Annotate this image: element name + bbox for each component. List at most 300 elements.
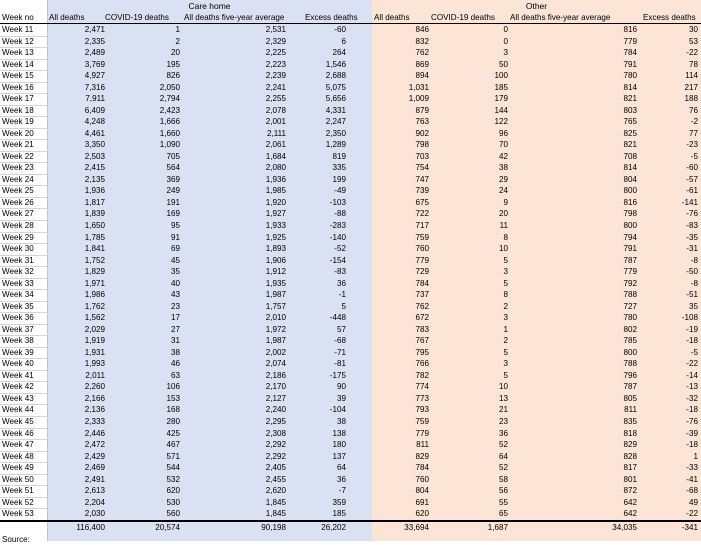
cell-other-excess-deaths: -18 [686, 405, 698, 415]
cell-week-no: Week 16 [2, 82, 34, 92]
cell-care-covid-deaths: 571 [166, 451, 180, 461]
cell-other-covid-deaths: 9 [503, 197, 508, 207]
cell-other-covid-deaths: 179 [494, 94, 508, 104]
cell-care-all-deaths: 2,136 [84, 405, 105, 415]
cell-care-excess-deaths: -52 [334, 244, 346, 254]
cell-care-excess-deaths: -1 [338, 290, 346, 300]
cell-other-all-deaths: 717 [415, 221, 429, 230]
cell-week-no: Week 42 [2, 382, 34, 392]
cell-care-covid-deaths: 560 [166, 509, 180, 519]
cell-care-covid-deaths: 191 [166, 197, 180, 207]
cell-care-all-deaths: 2,260 [84, 382, 105, 392]
cell-week-no: Week 15 [2, 71, 34, 81]
cell-other-covid-deaths: 144 [494, 105, 508, 115]
cell-care-five-year-average: 2,010 [265, 313, 286, 323]
cell-other-all-deaths: 620 [415, 509, 429, 519]
cell-care-excess-deaths: 180 [332, 440, 346, 450]
cell-care-excess-deaths: 264 [332, 48, 346, 58]
cell-other-five-year-average: 805 [623, 393, 637, 403]
cell-care-covid-deaths: 91 [170, 232, 180, 242]
cell-care-five-year-average: 1,912 [265, 267, 286, 277]
cell-other-all-deaths: 691 [415, 497, 429, 507]
cell-other-all-deaths: 672 [415, 313, 429, 323]
cell-care-excess-deaths: 2,247 [325, 117, 346, 127]
cell-care-covid-deaths: 705 [166, 151, 180, 161]
cell-other-excess-deaths: -61 [686, 186, 698, 196]
cell-care-excess-deaths: 819 [332, 151, 346, 161]
header-other-excess-deaths: Excess deaths [643, 13, 696, 22]
cell-care-all-deaths: 3,769 [84, 59, 105, 69]
cell-care-covid-deaths: 27 [170, 324, 180, 334]
cell-other-all-deaths: 795 [415, 347, 429, 357]
cell-care-five-year-average: 2,002 [265, 347, 286, 357]
cell-week-no: Week 40 [2, 359, 34, 369]
cell-care-all-deaths: 2,333 [84, 417, 105, 427]
cell-other-excess-deaths: 77 [688, 128, 698, 138]
table-row [0, 185, 701, 197]
cell-care-covid-deaths: 2 [175, 36, 180, 46]
cell-other-all-deaths: 779 [415, 428, 429, 438]
cell-other-covid-deaths: 5 [503, 347, 508, 357]
cell-week-no: Week 28 [2, 221, 34, 230]
cell-care-five-year-average: 1,936 [265, 174, 286, 184]
cell-other-all-deaths: 902 [415, 128, 429, 138]
table-row [0, 266, 701, 278]
cell-other-covid-deaths: 70 [498, 140, 508, 150]
cell-other-excess-deaths: -68 [686, 486, 698, 496]
cell-care-all-deaths: 1,785 [84, 232, 105, 242]
cell-care-all-deaths: 2,613 [84, 486, 105, 496]
cell-other-covid-deaths: 64 [498, 451, 508, 461]
cell-other-all-deaths: 760 [415, 244, 429, 254]
cell-other-excess-deaths: -2 [690, 117, 698, 127]
cell-other-excess-deaths: -83 [686, 221, 698, 230]
table-row [0, 93, 701, 105]
cell-other-excess-deaths: -57 [686, 174, 698, 184]
cell-care-five-year-average: 2,455 [265, 474, 286, 484]
cell-other-five-year-average: 794 [623, 232, 637, 242]
cell-other-five-year-average: 816 [623, 25, 637, 34]
cell-care-all-deaths: 1,986 [84, 290, 105, 300]
cell-other-all-deaths: 722 [415, 209, 429, 219]
table-row [0, 151, 701, 163]
header-week-no: Week no [2, 13, 34, 22]
column-header-row [0, 12, 701, 24]
cell-care-five-year-average: 1,935 [265, 278, 286, 288]
cell-other-covid-deaths: 23 [498, 417, 508, 427]
cell-care-covid-deaths: 1,090 [159, 140, 180, 150]
cell-other-covid-deaths: 36 [498, 428, 508, 438]
cell-other-covid-deaths: 1 [503, 324, 508, 334]
cell-other-covid-deaths: 8 [503, 290, 508, 300]
cell-other-excess-deaths: -35 [686, 232, 698, 242]
cell-care-five-year-average: 2,061 [265, 140, 286, 150]
group-header-other: Other [525, 1, 548, 11]
cell-care-five-year-average: 2,531 [265, 25, 286, 34]
cell-care-all-deaths: 7,911 [85, 94, 105, 104]
table-row [0, 358, 701, 370]
cell-care-covid-deaths: 2,050 [159, 82, 180, 92]
cell-other-five-year-average: 802 [623, 324, 637, 334]
cell-care-excess-deaths: 335 [332, 163, 346, 173]
cell-other-five-year-average: 796 [623, 370, 637, 380]
cell-care-all-deaths: 1,971 [84, 278, 105, 288]
cell-care-excess-deaths: -71 [334, 347, 346, 357]
cell-other-five-year-average: 835 [623, 417, 637, 427]
cell-other-five-year-average: 788 [623, 359, 637, 369]
cell-care-all-deaths: 4,461 [84, 128, 105, 138]
totals-row [0, 522, 701, 534]
cell-other-covid-deaths: 0 [503, 25, 508, 34]
cell-care-covid-deaths: 20 [170, 48, 180, 58]
cell-other-five-year-average: 787 [623, 382, 637, 392]
cell-care-five-year-average: 2,001 [265, 117, 286, 127]
cell-week-no: Week 51 [2, 486, 34, 496]
cell-care-excess-deaths: 36 [336, 474, 346, 484]
cell-other-all-deaths: 762 [415, 301, 429, 311]
header-other-all-deaths: All deaths [374, 13, 410, 22]
cell-care-excess-deaths: 2,350 [325, 128, 346, 138]
cell-care-five-year-average: 2,186 [265, 370, 286, 380]
cell-care-covid-deaths: 23 [170, 301, 180, 311]
cell-care-five-year-average: 1,684 [265, 151, 286, 161]
cell-week-no: Week 36 [2, 313, 34, 323]
cell-other-covid-deaths: 3 [503, 313, 508, 323]
cell-care-covid-deaths: 249 [166, 186, 180, 196]
cell-care-five-year-average: 1,933 [265, 221, 286, 230]
cell-care-all-deaths: 7,316 [84, 82, 105, 92]
table-row [0, 174, 701, 186]
cell-care-five-year-average: 2,127 [265, 393, 286, 403]
cell-other-five-year-average: 780 [623, 71, 637, 81]
table-row [0, 335, 701, 347]
cell-care-all-deaths: 1,931 [84, 347, 105, 357]
cell-care-all-deaths: 2,204 [84, 497, 105, 507]
cell-care-all-deaths: 1,762 [84, 301, 105, 311]
cell-care-excess-deaths: -81 [334, 359, 346, 369]
cell-other-all-deaths: 798 [415, 140, 429, 150]
cell-other-all-deaths: 894 [415, 71, 429, 81]
cell-other-excess-deaths: -22 [686, 359, 698, 369]
cell-week-no: Week 43 [2, 393, 34, 403]
cell-week-no: Week 27 [2, 209, 34, 219]
cell-other-excess-deaths: 188 [684, 94, 698, 104]
cell-care-covid-deaths: 1,666 [159, 117, 180, 127]
cell-care-all-deaths: 2,472 [84, 440, 105, 450]
cell-other-five-year-average: 642 [623, 497, 637, 507]
cell-care-covid-deaths: 2,423 [159, 105, 180, 115]
cell-other-all-deaths: 729 [415, 267, 429, 277]
cell-other-excess-deaths: -76 [686, 209, 698, 219]
cell-other-covid-deaths: 5 [503, 255, 508, 265]
cell-other-all-deaths: 754 [415, 163, 429, 173]
cell-other-excess-deaths: 30 [688, 25, 698, 34]
cell-other-all-deaths: 766 [415, 359, 429, 369]
cell-care-all-deaths: 1,650 [84, 221, 105, 230]
cell-care-covid-deaths: 467 [166, 440, 180, 450]
table-row [0, 208, 701, 220]
cell-other-five-year-average: 642 [623, 509, 637, 519]
cell-week-no: Week 48 [2, 451, 34, 461]
header-other-covid-deaths: COVID-19 deaths [431, 13, 495, 22]
cell-other-covid-deaths: 185 [494, 82, 508, 92]
cell-care-five-year-average: 1,920 [265, 197, 286, 207]
cell-week-no: Week 31 [2, 255, 34, 265]
source-row [0, 534, 701, 545]
cell-care-five-year-average: 2,329 [265, 36, 286, 46]
cell-other-covid-deaths: 96 [498, 128, 508, 138]
cell-other-all-deaths: 793 [415, 405, 429, 415]
cell-other-covid-deaths: 3 [503, 267, 508, 277]
cell-care-excess-deaths: 185 [332, 509, 346, 519]
cell-care-five-year-average: 2,078 [265, 105, 286, 115]
cell-other-all-deaths: 675 [415, 197, 429, 207]
cell-other-covid-deaths: 55 [498, 497, 508, 507]
cell-other-excess-deaths: -41 [686, 474, 698, 484]
cell-care-all-deaths: 1,562 [84, 313, 105, 323]
cell-care-all-deaths: 3,350 [84, 140, 105, 150]
cell-care-excess-deaths: -154 [329, 255, 346, 265]
cell-other-covid-deaths: 21 [498, 405, 508, 415]
header-other-five-year-average: All deaths five-year average [510, 13, 611, 22]
cell-week-no: Week 46 [2, 428, 34, 438]
cell-week-no: Week 52 [2, 497, 34, 507]
cell-care-excess-deaths: 5 [341, 301, 346, 311]
cell-care-covid-deaths: 530 [166, 497, 180, 507]
cell-other-five-year-average: 798 [623, 209, 637, 219]
cell-other-excess-deaths: 217 [684, 82, 698, 92]
cell-care-excess-deaths: 5,656 [325, 94, 346, 104]
cell-care-excess-deaths: -104 [329, 405, 346, 415]
cell-other-five-year-average: 825 [623, 128, 637, 138]
cell-care-covid-deaths: 40 [170, 278, 180, 288]
cell-other-all-deaths: 1,031 [408, 82, 429, 92]
cell-week-no: Week 17 [2, 94, 34, 104]
cell-care-all-deaths: 4,248 [84, 117, 105, 127]
cell-other-covid-deaths: 122 [494, 117, 508, 127]
total-care-all-deaths: 116,400 [76, 522, 105, 532]
cell-other-covid-deaths: 56 [498, 486, 508, 496]
cell-other-covid-deaths: 3 [503, 359, 508, 369]
cell-care-five-year-average: 1,757 [265, 301, 286, 311]
cell-week-no: Week 13 [2, 48, 34, 58]
cell-other-all-deaths: 774 [415, 382, 429, 392]
table-row [0, 474, 701, 486]
cell-other-excess-deaths: -8 [690, 278, 698, 288]
cell-care-all-deaths: 2,135 [84, 174, 105, 184]
cell-care-covid-deaths: 1 [175, 25, 180, 34]
cell-other-covid-deaths: 52 [498, 440, 508, 450]
cell-care-excess-deaths: -175 [329, 370, 346, 380]
table-row [0, 370, 701, 382]
cell-other-excess-deaths: -141 [681, 197, 698, 207]
cell-other-five-year-average: 816 [623, 197, 637, 207]
cell-care-all-deaths: 1,752 [84, 255, 105, 265]
cell-care-covid-deaths: 106 [166, 382, 180, 392]
cell-care-covid-deaths: 43 [170, 290, 180, 300]
cell-other-excess-deaths: -39 [686, 428, 698, 438]
cell-other-covid-deaths: 38 [498, 163, 508, 173]
cell-other-excess-deaths: -60 [686, 163, 698, 173]
cell-care-covid-deaths: 564 [166, 163, 180, 173]
cell-care-five-year-average: 1,985 [265, 186, 286, 196]
cell-other-all-deaths: 760 [415, 474, 429, 484]
cell-other-excess-deaths: -22 [686, 48, 698, 58]
cell-week-no: Week 12 [2, 36, 34, 46]
cell-other-covid-deaths: 42 [498, 151, 508, 161]
cell-other-excess-deaths: -23 [686, 140, 698, 150]
group-header-care-home: Care home [188, 1, 231, 11]
cell-care-all-deaths: 1,993 [84, 359, 105, 369]
cell-other-excess-deaths: -76 [686, 417, 698, 427]
table-row [0, 82, 701, 94]
table-row [0, 197, 701, 209]
table-row [0, 451, 701, 463]
cell-care-five-year-average: 2,295 [265, 417, 286, 427]
cell-other-five-year-average: 788 [623, 290, 637, 300]
table-row [0, 428, 701, 440]
cell-week-no: Week 39 [2, 347, 34, 357]
cell-care-covid-deaths: 369 [166, 174, 180, 184]
table-row [0, 36, 701, 48]
cell-other-excess-deaths: 35 [688, 301, 698, 311]
cell-other-all-deaths: 703 [415, 151, 429, 161]
table-row [0, 220, 701, 232]
cell-care-five-year-average: 2,292 [265, 451, 286, 461]
cell-other-five-year-average: 804 [623, 174, 637, 184]
cell-other-five-year-average: 727 [623, 301, 637, 311]
cell-other-covid-deaths: 11 [499, 221, 508, 230]
table-row [0, 381, 701, 393]
cell-care-covid-deaths: 425 [166, 428, 180, 438]
cell-other-five-year-average: 800 [623, 347, 637, 357]
cell-care-excess-deaths: -60 [334, 25, 346, 34]
cell-care-excess-deaths: 1,546 [325, 59, 346, 69]
cell-other-five-year-average: 803 [623, 105, 637, 115]
cell-care-five-year-average: 2,255 [265, 94, 286, 104]
cell-other-covid-deaths: 2 [503, 336, 508, 346]
cell-other-covid-deaths: 8 [503, 232, 508, 242]
cell-care-excess-deaths: 57 [336, 324, 346, 334]
cell-care-covid-deaths: 826 [166, 71, 180, 81]
cell-care-all-deaths: 2,166 [84, 393, 105, 403]
cell-other-all-deaths: 804 [415, 486, 429, 496]
cell-other-all-deaths: 1,009 [408, 94, 429, 104]
cell-care-five-year-average: 2,080 [265, 163, 286, 173]
cell-care-all-deaths: 2,471 [84, 25, 105, 34]
cell-other-excess-deaths: -14 [686, 370, 698, 380]
cell-other-excess-deaths: -22 [686, 509, 698, 519]
cell-other-all-deaths: 829 [415, 451, 429, 461]
cell-other-five-year-average: 828 [623, 451, 637, 461]
cell-care-covid-deaths: 620 [166, 486, 180, 496]
cell-week-no: Week 34 [2, 290, 34, 300]
cell-care-excess-deaths: -49 [334, 186, 346, 196]
cell-other-covid-deaths: 65 [498, 509, 508, 519]
table-row [0, 24, 701, 36]
cell-care-excess-deaths: 36 [336, 278, 346, 288]
cell-care-excess-deaths: 199 [332, 174, 346, 184]
total-care-excess-deaths: 26,202 [321, 522, 346, 532]
cell-other-five-year-average: 779 [623, 267, 637, 277]
cell-other-excess-deaths: -108 [681, 313, 698, 323]
table-row [0, 243, 701, 255]
cell-other-all-deaths: 779 [415, 255, 429, 265]
cell-care-covid-deaths: 2,794 [159, 94, 180, 104]
cell-other-five-year-average: 792 [623, 278, 637, 288]
cell-week-no: Week 53 [2, 509, 34, 519]
cell-other-five-year-average: 814 [623, 163, 637, 173]
cell-other-covid-deaths: 50 [498, 59, 508, 69]
cell-care-excess-deaths: 1,289 [325, 140, 346, 150]
cell-care-excess-deaths: 6 [341, 36, 346, 46]
cell-care-all-deaths: 1,841 [84, 244, 105, 254]
cell-other-five-year-average: 780 [623, 313, 637, 323]
cell-care-excess-deaths: 38 [336, 417, 346, 427]
cell-other-all-deaths: 846 [415, 25, 429, 34]
cell-care-excess-deaths: -283 [329, 221, 346, 230]
cell-other-five-year-average: 811 [624, 405, 637, 415]
cell-other-excess-deaths: 53 [688, 36, 698, 46]
cell-week-no: Week 38 [2, 336, 34, 346]
table-row [0, 128, 701, 140]
cell-week-no: Week 21 [2, 140, 34, 150]
cell-care-excess-deaths: 5,075 [325, 82, 346, 92]
cell-other-covid-deaths: 13 [498, 393, 508, 403]
table-row [0, 462, 701, 474]
cell-week-no: Week 35 [2, 301, 34, 311]
cell-care-excess-deaths: 90 [336, 382, 346, 392]
cell-care-excess-deaths: 2,688 [325, 71, 346, 81]
cell-other-covid-deaths: 5 [503, 278, 508, 288]
cell-care-covid-deaths: 35 [170, 267, 180, 277]
cell-other-all-deaths: 747 [415, 174, 429, 184]
cell-other-all-deaths: 832 [415, 36, 429, 46]
cell-care-five-year-average: 2,223 [265, 59, 286, 69]
cell-other-all-deaths: 739 [415, 186, 429, 196]
cell-other-covid-deaths: 0 [503, 36, 508, 46]
cell-other-five-year-average: 708 [623, 151, 637, 161]
cell-week-no: Week 25 [2, 186, 34, 196]
table-row [0, 439, 701, 451]
cell-care-covid-deaths: 1,660 [159, 128, 180, 138]
cell-other-covid-deaths: 29 [498, 174, 508, 184]
cell-other-covid-deaths: 24 [498, 186, 508, 196]
cell-care-excess-deaths: -140 [329, 232, 346, 242]
total-other-excess-deaths: -341 [681, 522, 698, 532]
table-row [0, 347, 701, 359]
cell-care-all-deaths: 2,429 [84, 451, 105, 461]
cell-other-excess-deaths: -19 [686, 324, 698, 334]
cell-week-no: Week 45 [2, 417, 34, 427]
cell-care-excess-deaths: 359 [332, 497, 346, 507]
cell-care-excess-deaths: 137 [332, 451, 346, 461]
cell-care-all-deaths: 1,936 [84, 186, 105, 196]
cell-other-all-deaths: 783 [415, 324, 429, 334]
cell-care-five-year-average: 1,925 [265, 232, 286, 242]
cell-other-all-deaths: 773 [415, 393, 429, 403]
cell-care-covid-deaths: 17 [170, 313, 180, 323]
cell-care-all-deaths: 2,446 [84, 428, 105, 438]
cell-other-excess-deaths: -33 [686, 463, 698, 473]
cell-care-all-deaths: 2,011 [85, 370, 105, 380]
table-row [0, 232, 701, 244]
cell-other-all-deaths: 879 [415, 105, 429, 115]
cell-week-no: Week 33 [2, 278, 34, 288]
cell-week-no: Week 11 [2, 25, 34, 34]
cell-other-five-year-average: 791 [623, 244, 637, 254]
cell-other-excess-deaths: -18 [686, 336, 698, 346]
